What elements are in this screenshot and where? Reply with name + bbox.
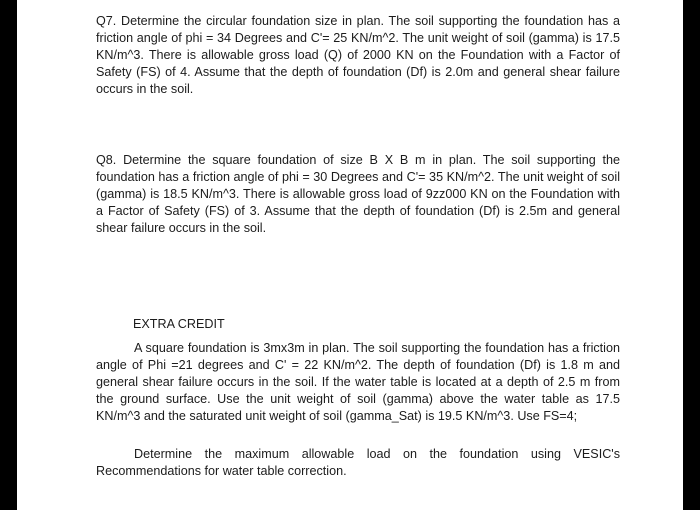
extra-credit-title: EXTRA CREDIT [133, 317, 225, 331]
question-7-text: Q7. Determine the circular foundation size in plan. The soil supporting the foundation has a friction angle of phi = 34 Degrees and C'= 25 KN/m^2. The unit weight of soil (gamma) is 17.5 KN/m^3. There is allowable gross load (Q) of 2000 KN on the Foundation with a Factor of Safety (FS) of 4. Assume that the depth of foundation (Df) is 2.0m and general shear failure occurs in the soil. [96, 14, 620, 96]
document-page [17, 0, 683, 510]
left-dark-border [0, 0, 17, 510]
extra-credit-problem-text: A square foundation is 3mx3m in plan. The soil supporting the foundation has a friction angle of Phi =21 degrees and C' = 22 KN/m^2. The depth of foundation (Df) is 1.8 m and general shear failure occurs in the soil. If the water table is located at a depth of 2.5 m from the ground surface. Use the unit weight of soil (gamma) above the water table as 17.5 KN/m^3 and the saturated unit weight of soil (gamma_Sat) is 19.5 KN/m^3. Use FS=4; [96, 341, 620, 423]
right-dark-border [683, 0, 700, 510]
extra-credit-instruction-text: Determine the maximum allowable load on the foundation using VESIC's Recommendations for water table correction. [96, 447, 620, 478]
question-8-text: Q8. Determine the square foundation of size B X B m in plan. The soil supporting the foundation has a friction angle of phi = 30 Degrees and C'= 35 KN/m^2. The unit weight of soil (gamma) is 18.5 KN/m^3. There is allowable gross load of 9zz000 KN on the Foundation with a Factor of Safety (FS) of 3. Assume that the depth of foundation (Df) is 2.5m and general shear failure occurs in the soil. [96, 153, 620, 235]
